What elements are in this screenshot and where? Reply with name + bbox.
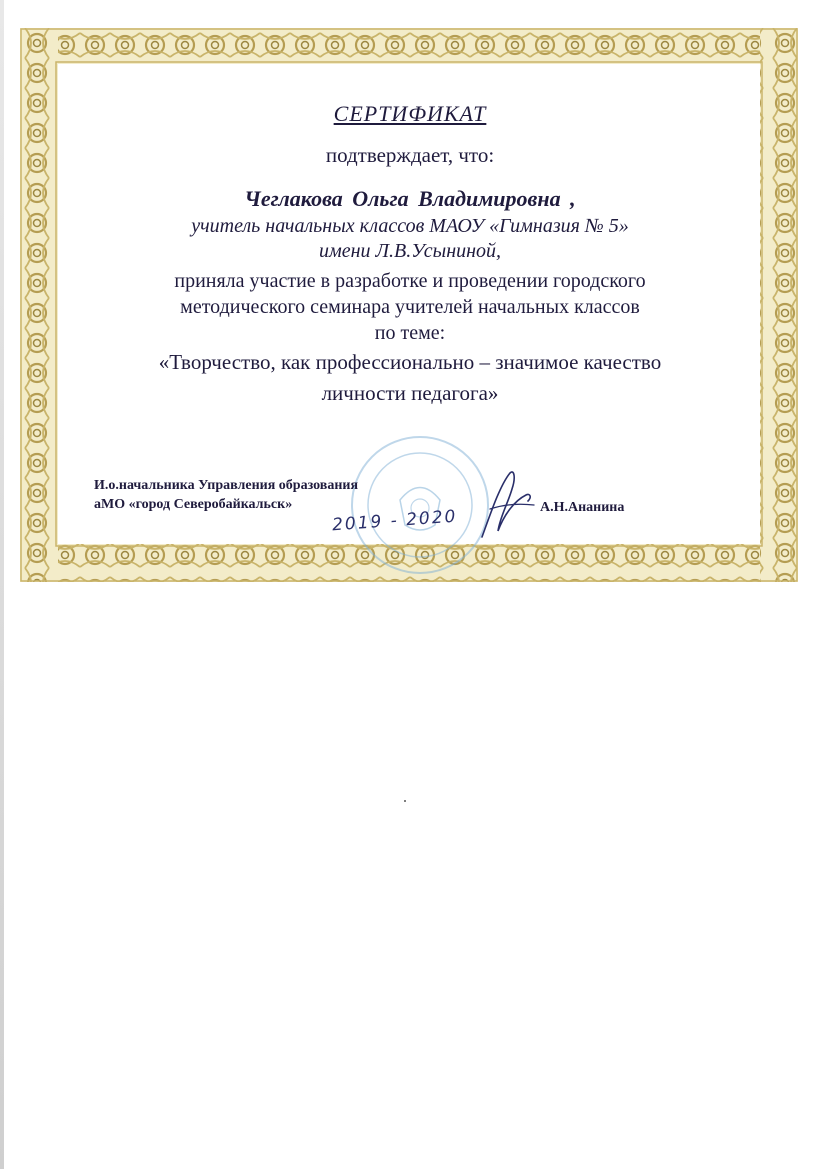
signatory-position (94, 476, 358, 514)
participation-line: по теме: (374, 322, 446, 344)
recipient-position-line2: имени Л.В.Усыниной, (318, 240, 502, 262)
signatory-position-line: И.о.начальника Управления образования (94, 478, 359, 493)
topic-line: личности педагога» (321, 381, 499, 405)
scan-edge (0, 0, 4, 1169)
handwritten-date: 2019 - 2020 (331, 506, 459, 536)
participation-line: методического семинара учителей начальных классов (180, 296, 640, 318)
handwritten-signature (470, 465, 540, 545)
topic-line: «Творчество, как профессионально – значимое качество (158, 350, 662, 374)
confirms-text: подтверждает, что: (325, 143, 495, 167)
certificate-body (60, 95, 760, 408)
recipient-name: Чеглакова Ольга Владимировна , (244, 186, 576, 211)
certificate-title: СЕРТИФИКАТ (333, 101, 487, 126)
recipient-position: учитель начальных классов МАОУ «Гимназия № 5» (191, 215, 629, 237)
participation-line: приняла участие в разработке и проведении городского (174, 270, 646, 292)
scan-speck (404, 800, 406, 802)
signatory-name: А.Н.Ананина (540, 500, 625, 515)
signatory-position-line: аМО «город Северобайкальск» (94, 497, 293, 512)
